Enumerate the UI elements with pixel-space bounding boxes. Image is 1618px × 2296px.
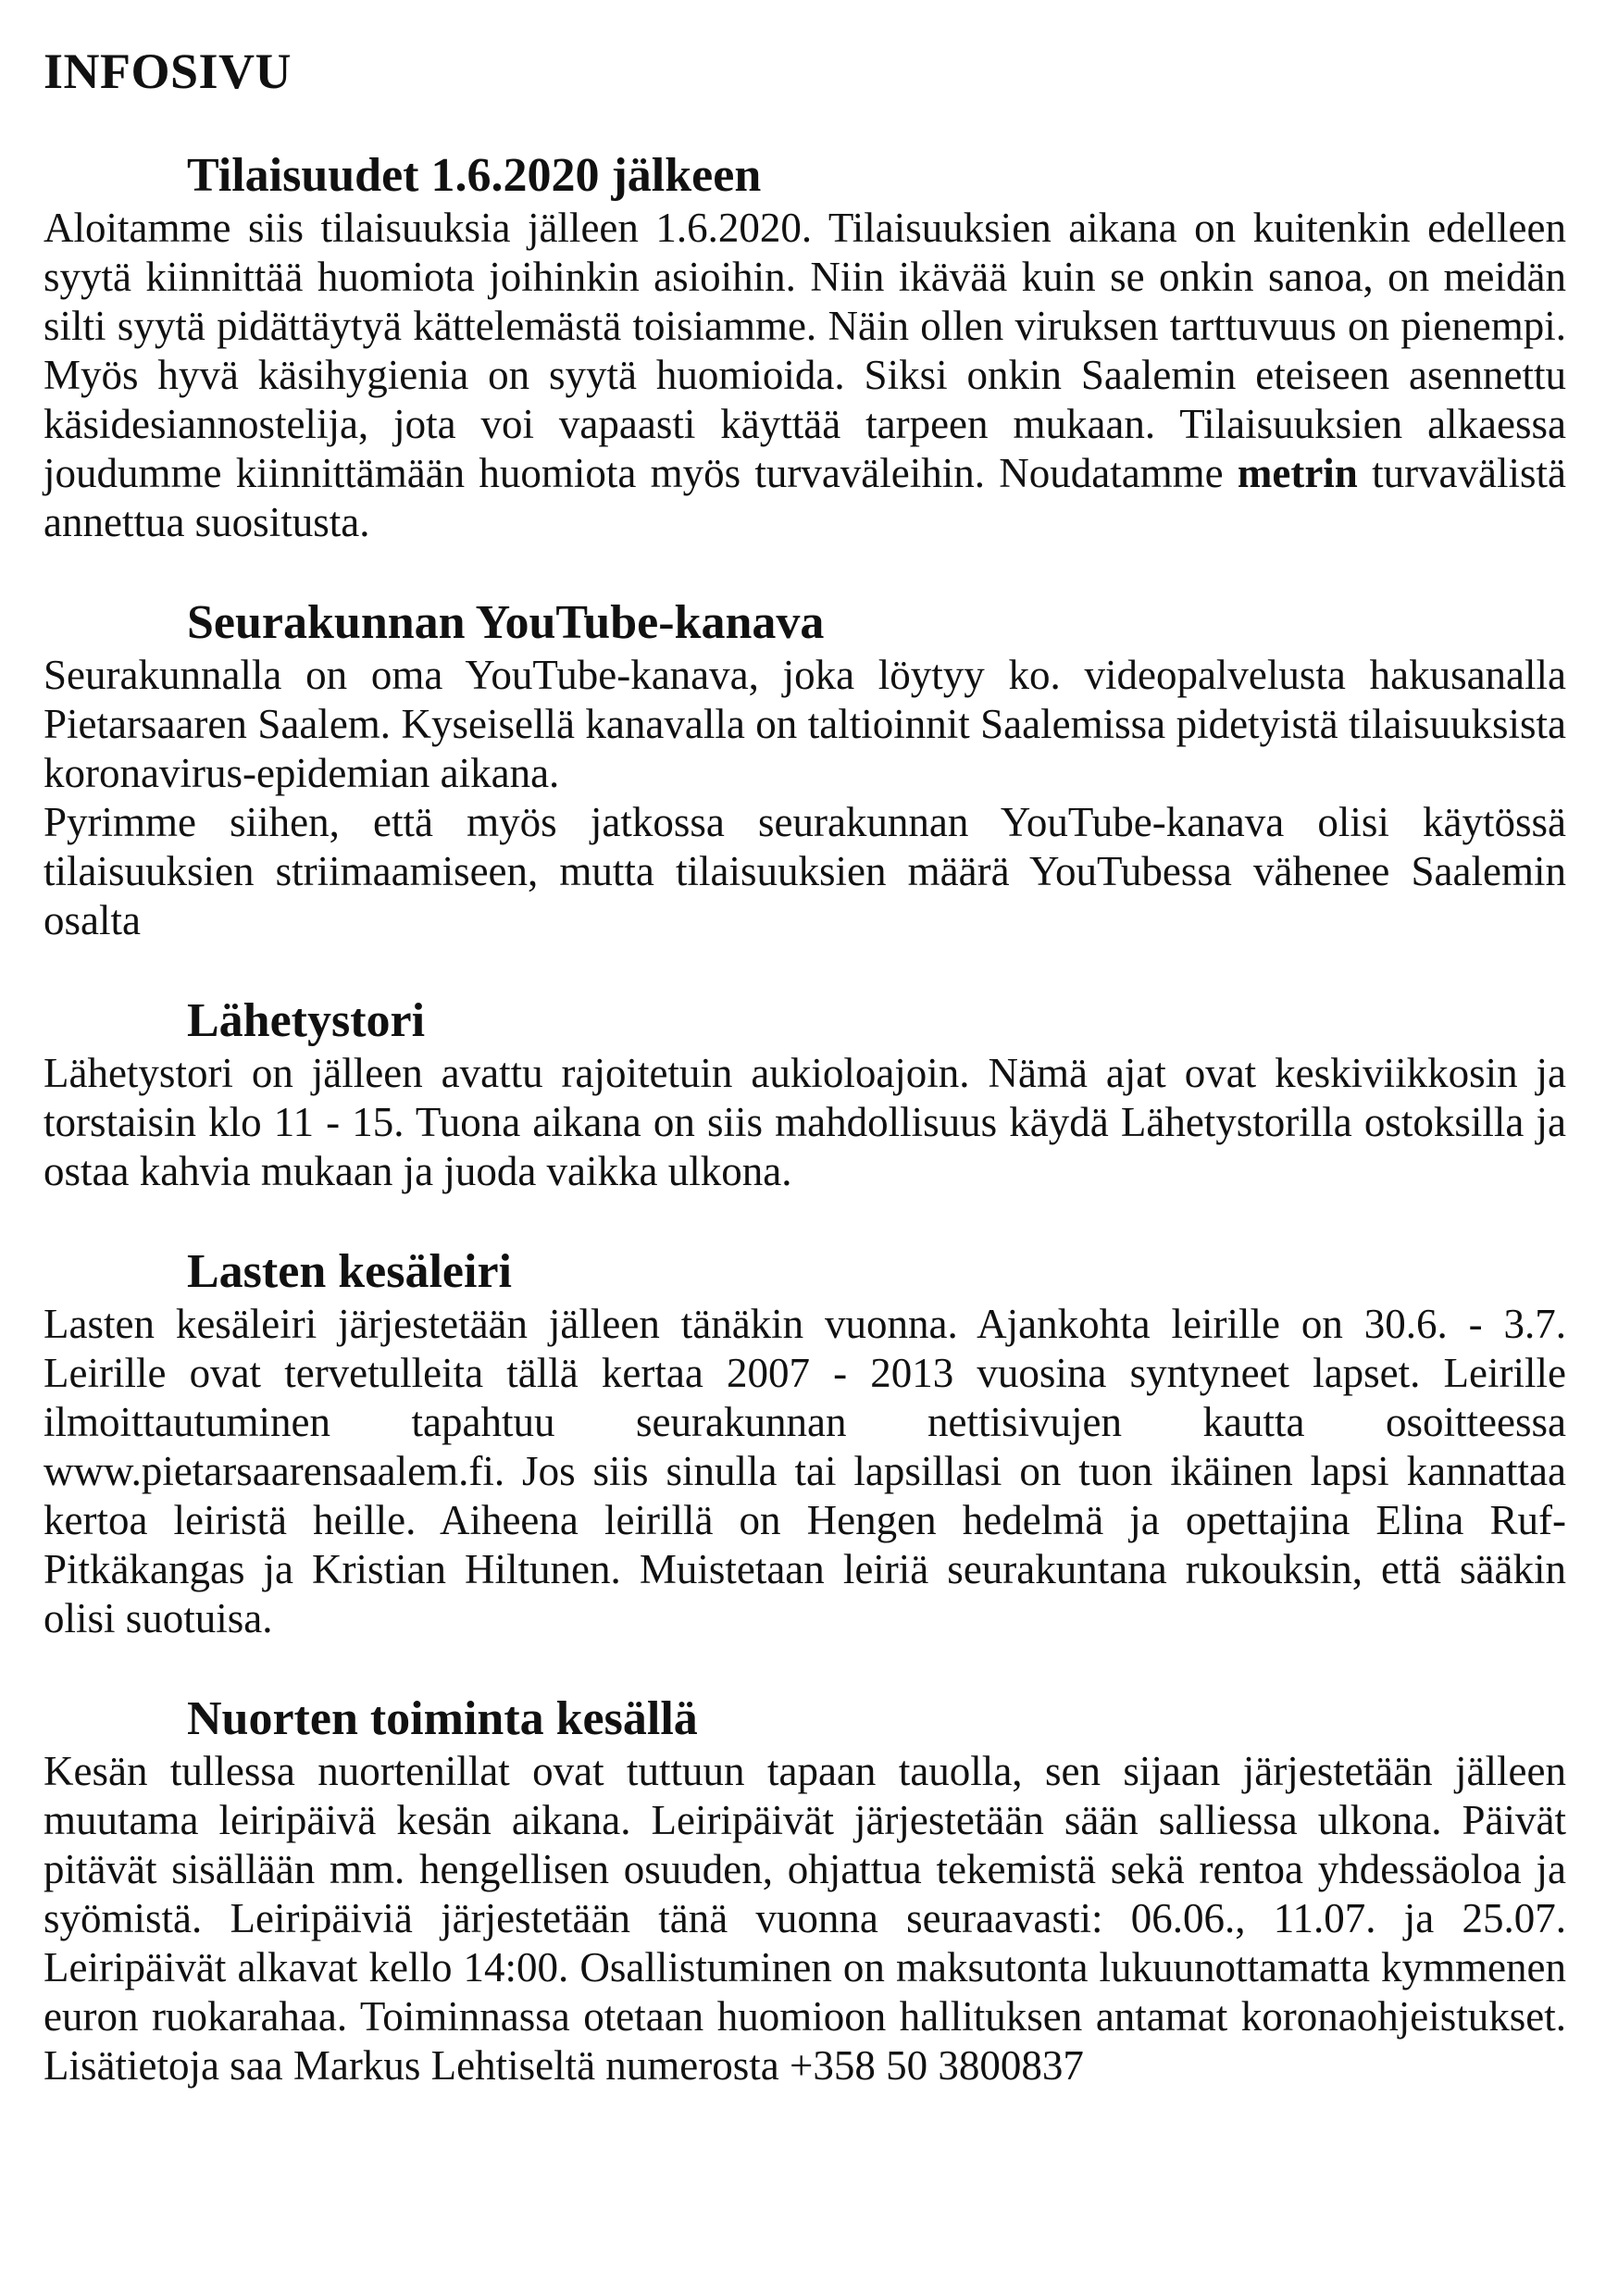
section-youtube-kanava	[44, 595, 1566, 945]
section-heading-lahetystori: Lähetystori	[187, 994, 426, 1047]
section-tilaisuudet	[44, 148, 1566, 547]
text-run: Lasten kesäleiri järjestetään jälleen tänäkin vuonna. Ajankohta leirille on 30.6. - 3.7. Leirille ovat tervetulleita tällä kertaa 2007 - 2013 vuosina syntyneet lapset. Leirille ilmoittautuminen tapahtuu seurakunnan nettisivujen kautta osoitteessa www.pietarsaarensaalem.fi. Jos siis sinulla tai lapsillasi on tuon ikäinen lapsi kannattaa kertoa leiristä heille. Aiheena leirillä on Hengen hedelmä ja opettajina Elina Ruf-Pitkäkangas ja Kristian Hiltunen. Muistetaan leiriä seurakuntana rukouksin, että sääkin olisi suotuisa.	[44, 1301, 1566, 1641]
section-lahetystori	[44, 993, 1566, 1196]
text-run: Pyrimme siihen, että myös jatkossa seurakunnan YouTube-kanava olisi käytössä tilaisuuksien striimaamiseen, mutta tilaisuuksien määrä YouTubessa vähenee Saalemin osalta	[44, 799, 1566, 943]
text-run: Seurakunnalla on oma YouTube-kanava, joka löytyy ko. videopalvelusta hakusanalla Pietarsaaren Saalem. Kyseisellä kanavalla on taltioinnit Saalemissa pidetyistä tilaisuuksista koronavirus-epidemian aikana.	[44, 652, 1566, 796]
paragraph	[44, 1049, 1566, 1196]
text-run-bold-metrin: metrin	[1237, 450, 1358, 496]
section-heading-lasten-kesaleiri: Lasten kesäleiri	[187, 1245, 512, 1298]
text-run: turvavälistä annettua suositusta.	[44, 450, 1567, 545]
section-nuorten-toiminta	[44, 1691, 1566, 2090]
text-run: Aloitamme siis tilaisuuksia jälleen 1.6.2020. Tilaisuuksien aikana on kuitenkin edelleen syytä kiinnittää huomiota joihinkin asioihin. Niin ikävää kuin se onkin sanoa, on meidän silti syytä pidättäytyä kättelemästä toisiamme. Näin ollen viruksen tarttuvuus on pienempi. Myös hyvä käsihygienia on syytä huomioida. Siksi onkin Saalemin eteiseen asennettu käsidesiannostelija, jota voi vapaasti käyttää tarpeen mukaan. Tilaisuuksien alkaessa joudumme kiinnittämään huomiota myös turvaväleihin. Noudatamme	[44, 205, 1566, 496]
paragraph	[44, 651, 1566, 798]
section-heading-nuorten-toiminta: Nuorten toiminta kesällä	[187, 1692, 698, 1745]
paragraph	[44, 1747, 1566, 2090]
section-heading-youtube: Seurakunnan YouTube-kanava	[187, 596, 825, 649]
paragraph	[44, 1300, 1566, 1643]
paragraph	[44, 798, 1566, 945]
paragraph	[44, 204, 1566, 547]
text-run: Lähetystori on jälleen avattu rajoitetuin aukioloajoin. Nämä ajat ovat keskiviikkosin ja torstaisin klo 11 - 15. Tuona aikana on siis mahdollisuus käydä Lähetystorilla ostoksilla ja ostaa kahvia mukaan ja juoda vaikka ulkona.	[44, 1050, 1566, 1194]
text-run: Kesän tullessa nuortenillat ovat tuttuun tapaan tauolla, sen sijaan järjestetään jälleen muutama leiripäivä kesän aikana. Leiripäivät järjestetään sään salliessa ulkona. Päivät pitävät sisällään mm. hengellisen osuuden, ohjattua tekemistä sekä rentoa yhdessäoloa ja syömistä. Leiripäiviä järjestetään tänä vuonna seuraavasti: 06.06., 11.07. ja 25.07. Leiripäivät alkavat kello 14:00. Osallistuminen on maksutonta lukuunottamatta kymmenen euron ruokarahaa. Toiminnassa otetaan huomioon hallituksen antamat koronaohjeistukset. Lisätietoja saa Markus Lehtiseltä numerosta +358 50 3800837	[44, 1748, 1566, 2089]
section-lasten-kesaleiri	[44, 1244, 1566, 1643]
page-title: INFOSIVU	[44, 44, 292, 99]
section-heading-tilaisuudet: Tilaisuudet 1.6.2020 jälkeen	[187, 149, 762, 202]
